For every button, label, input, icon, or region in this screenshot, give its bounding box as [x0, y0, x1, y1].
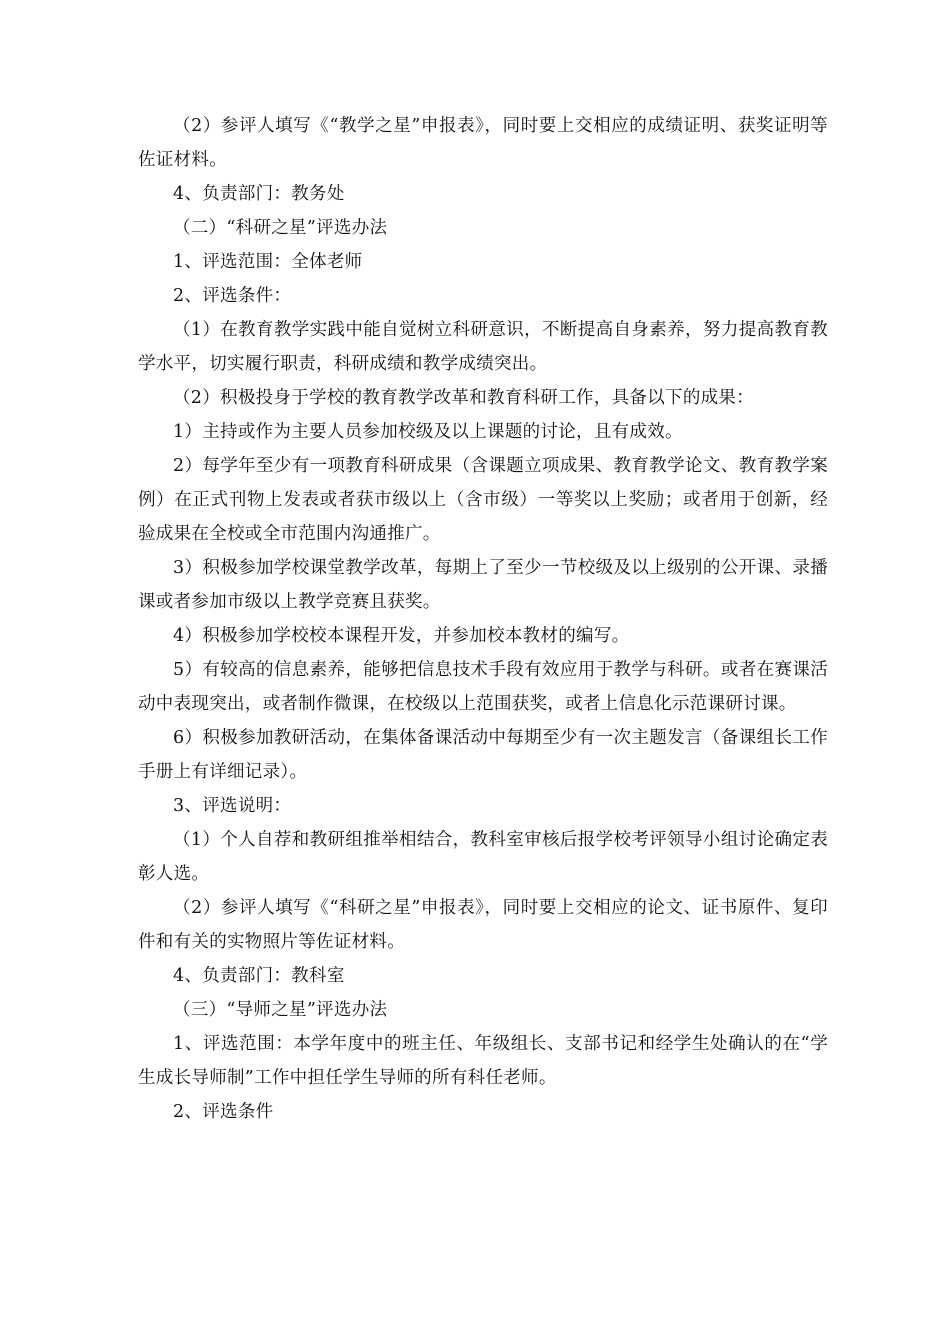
section-heading: （三）“导师之星”评选办法	[173, 1000, 388, 1020]
document-body	[138, 109, 828, 1129]
paragraph: 1、评选范围：全体老师	[173, 252, 363, 272]
list-item: 6）积极参加教研活动，在集体备课活动中每期至少有一次主题发言（备课组长工作手册上有详细记录）。	[138, 728, 828, 782]
paragraph: 4、负责部门：教科室	[173, 966, 345, 986]
paragraph: （2）积极投身于学校的教育教学改革和教育科研工作，具备以下的成果：	[173, 388, 755, 408]
paragraph: 2、评选条件：	[173, 286, 292, 306]
list-item: 5）有较高的信息素养，能够把信息技术手段有效应用于教学与科研。或者在赛课活动中表现突出，或者制作微课，在校级以上范围获奖，或者上信息化示范课研讨课。	[138, 660, 828, 714]
paragraph: 2、评选条件	[173, 1102, 274, 1122]
list-item: 3）积极参加学校课堂教学改革，每期上了至少一节校级及以上级别的公开课、录播课或者参加市级以上教学竞赛且获奖。	[138, 558, 828, 612]
paragraph: （2）参评人填写《“科研之星”申报表》，同时要上交相应的论文、证书原件、复印件和有关的实物照片等佐证材料。	[138, 898, 828, 952]
section-heading: （二）“科研之星”评选办法	[173, 218, 388, 238]
paragraph: （2）参评人填写《“教学之星”申报表》，同时要上交相应的成绩证明、获奖证明等佐证材料。	[138, 116, 828, 170]
paragraph: （1）个人自荐和教研组推举相结合，教科室审核后报学校考评领导小组讨论确定表彰人选。	[138, 830, 828, 884]
list-item: 2）每学年至少有一项教育科研成果（含课题立项成果、教育教学论文、教育教学案例）在正式刊物上发表或者获市级以上（含市级）一等奖以上奖励；或者用于创新，经验成果在全校或全市范围内沟通推广。	[138, 456, 828, 544]
list-item: 4）积极参加学校校本课程开发，并参加校本教材的编写。	[173, 626, 630, 646]
paragraph: （1）在教育教学实践中能自觉树立科研意识，不断提高自身素养，努力提高教育教学水平，切实履行职责，科研成绩和教学成绩突出。	[138, 320, 828, 374]
paragraph: 4、负责部门：教务处	[173, 184, 345, 204]
list-item: 1）主持或作为主要人员参加校级及以上课题的讨论，且有成效。	[173, 422, 683, 442]
paragraph: 1、评选范围：本学年度中的班主任、年级组长、支部书记和经学生处确认的在“学生成长导师制”工作中担任学生导师的所有科任老师。	[138, 1034, 828, 1088]
paragraph: 3、评选说明：	[173, 796, 292, 816]
